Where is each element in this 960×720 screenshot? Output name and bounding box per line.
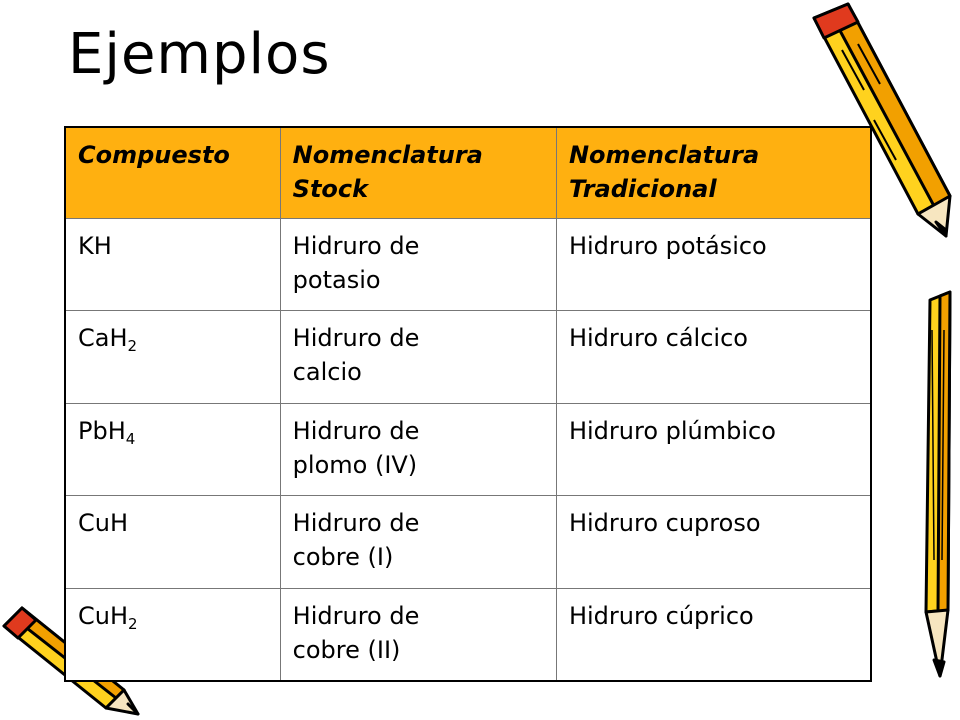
tradicional-cell: Hidruro potásico	[556, 219, 871, 311]
tradicional-cell: Hidruro cúprico	[556, 588, 871, 681]
pencil-icon-side	[926, 292, 950, 676]
slide-title: Ejemplos	[68, 22, 331, 87]
header-tradicional-line2: Tradicional	[568, 175, 717, 203]
header-stock-line1: Nomenclatura	[292, 141, 483, 169]
stock-name-line1: Hidruro de	[292, 416, 420, 445]
stock-name-line2: calcio	[292, 358, 362, 387]
compound-formula: CuH	[78, 509, 129, 538]
stock-cell	[280, 403, 556, 495]
stock-cell	[280, 219, 556, 311]
compound-cell	[65, 588, 280, 681]
formula-subscript: 4	[125, 429, 136, 448]
stock-cell	[280, 311, 556, 403]
tradicional-cell: Hidruro cálcico	[556, 311, 871, 403]
compound-formula: KH	[78, 232, 112, 260]
formula-subscript: 2	[128, 614, 138, 633]
stock-name-line2: cobre (II)	[292, 635, 401, 664]
header-tradicional-line1: Nomenclatura	[568, 141, 760, 169]
stock-name-line1: Hidruro de	[292, 324, 420, 353]
compound-cell	[65, 311, 280, 403]
stock-name-line2: potasio	[292, 266, 381, 294]
header-compuesto	[65, 127, 280, 219]
stock-name-line2: cobre (I)	[292, 543, 394, 572]
table-header-row	[65, 127, 871, 219]
header-compuesto-label: Compuesto	[78, 141, 230, 169]
compound-formula: CaH	[78, 324, 128, 353]
formula-subscript: 2	[127, 337, 138, 356]
compound-formula: PbH	[78, 416, 126, 445]
tradicional-cell: Hidruro cuproso	[556, 496, 871, 588]
compound-formula: CuH	[78, 601, 129, 630]
compound-cell	[65, 403, 280, 495]
stock-name-line1: Hidruro de	[292, 232, 420, 260]
table-row	[65, 588, 871, 681]
header-nomenclatura-tradicional	[556, 127, 871, 219]
compound-cell	[65, 496, 280, 588]
table-row	[65, 219, 871, 311]
tradicional-cell: Hidruro plúmbico	[556, 403, 871, 495]
compound-cell	[65, 219, 280, 311]
stock-name-line2: plomo (IV)	[292, 450, 418, 479]
stock-name-line1: Hidruro de	[292, 509, 420, 538]
table-row	[65, 311, 871, 403]
stock-name-line1: Hidruro de	[292, 601, 420, 630]
stock-cell	[280, 588, 556, 681]
header-nomenclatura-stock	[280, 127, 556, 219]
table-row	[65, 496, 871, 588]
header-stock-line2: Stock	[292, 175, 369, 203]
table-row	[65, 403, 871, 495]
nomenclature-table	[64, 126, 872, 682]
stock-cell	[280, 496, 556, 588]
